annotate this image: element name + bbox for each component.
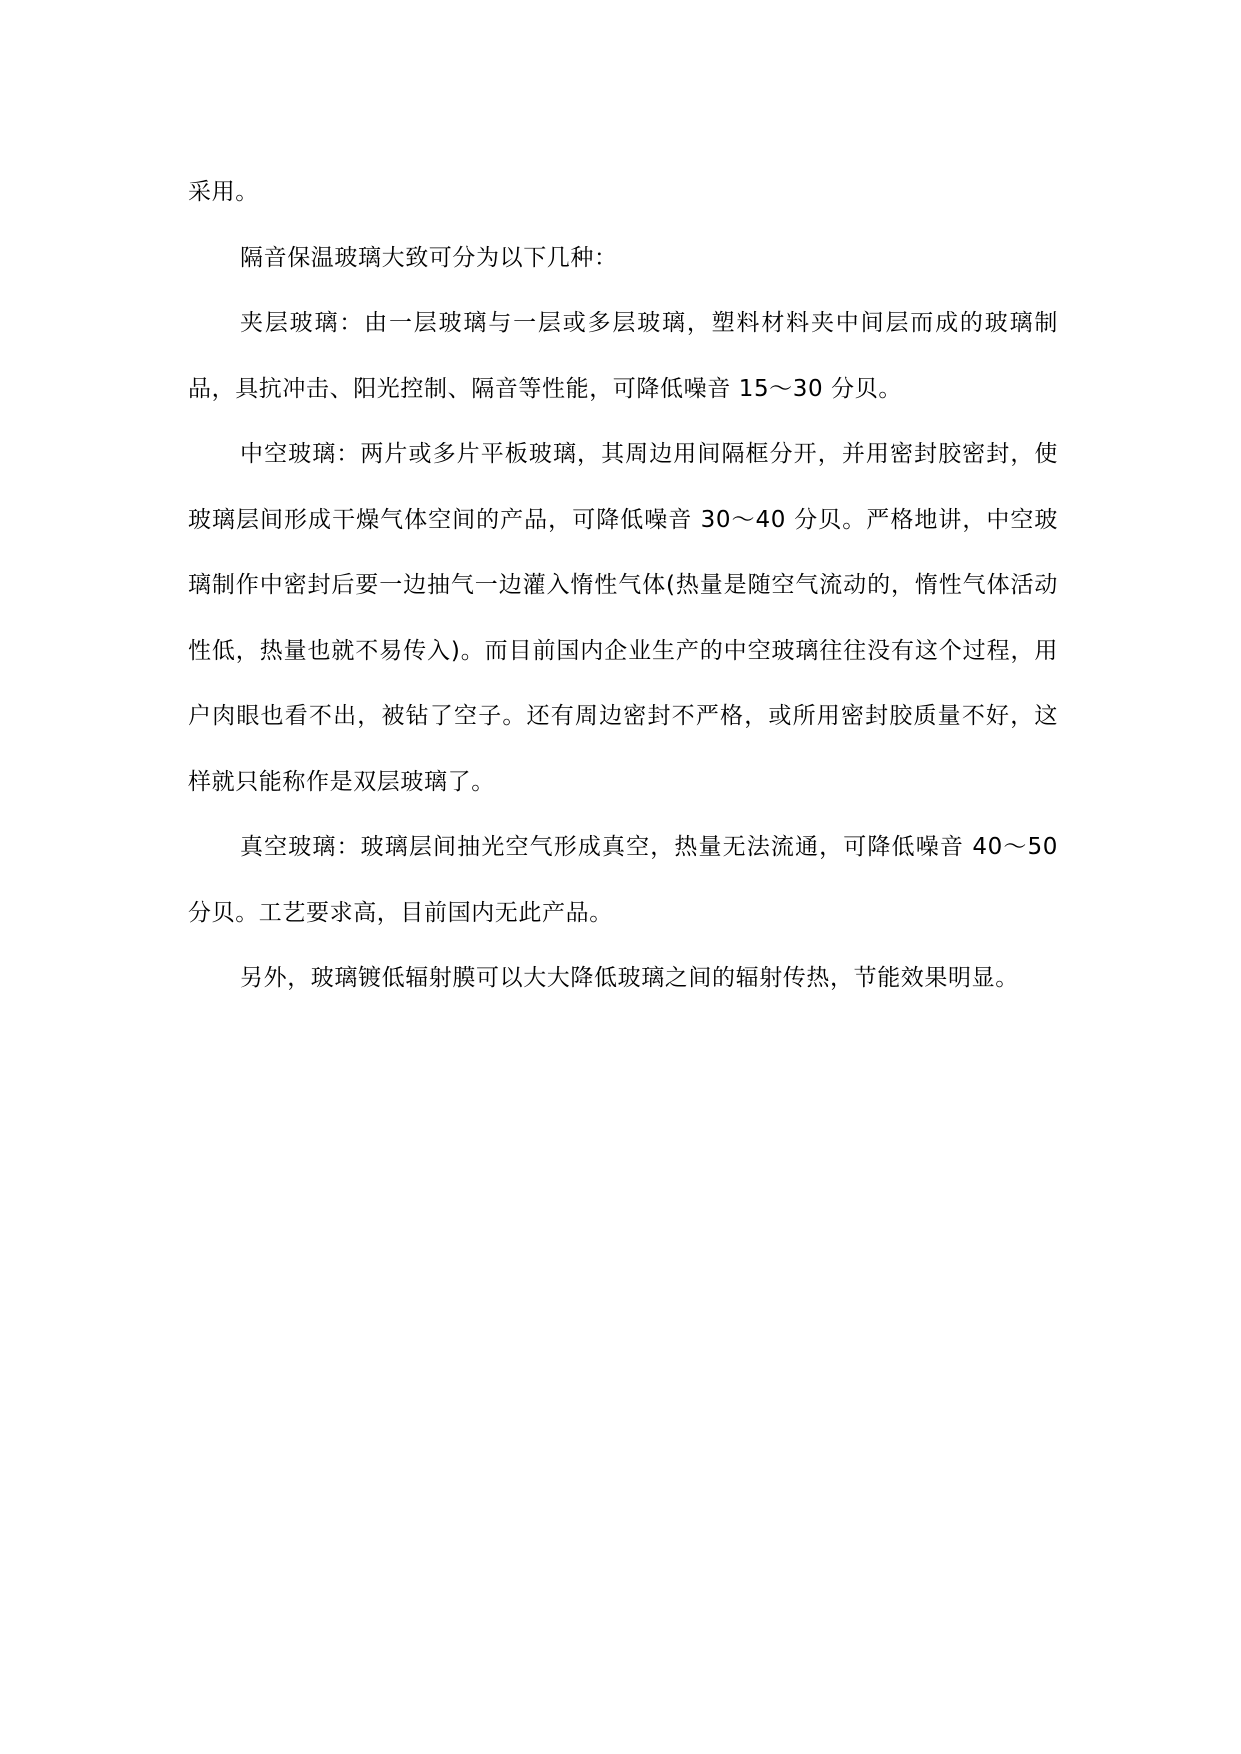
paragraph-vacuum-glass: 真空玻璃：玻璃层间抽光空气形成真空，热量无法流通，可降低噪音 40～50 分贝。工艺要求高，目前国内无此产品。 bbox=[188, 834, 1058, 926]
paragraph-continuation: 采用。 bbox=[188, 179, 259, 205]
paragraph-insulating-glass: 中空玻璃：两片或多片平板玻璃，其周边用间隔框分开，并用密封胶密封，使玻璃层间形成干燥气体空间的产品，可降低噪音 30～40 分贝。严格地讲，中空玻璃制作中密封后要一边抽气一边灌入惰性气体(热量是随空气流动的，惰性气体活动性低，热量也就不易传入)。而目前国内企业生产的中空玻璃往往没有这个过程，用户肉眼也看不出，被钻了空子。还有周边密封不严格，或所用密封胶质量不好，这样就只能称作是双层玻璃了。 bbox=[188, 441, 1058, 795]
paragraph-intro: 隔音保温玻璃大致可分为以下几种： bbox=[240, 244, 618, 271]
paragraph-low-e-coating: 另外，玻璃镀低辐射膜可以大大降低玻璃之间的辐射传热，节能效果明显。 bbox=[240, 965, 1019, 991]
document-body bbox=[188, 160, 1058, 1012]
paragraph-laminated-glass: 夹层玻璃：由一层玻璃与一层或多层玻璃，塑料材料夹中间层而成的玻璃制品，具抗冲击、阳光控制、隔音等性能，可降低噪音 15～30 分贝。 bbox=[188, 310, 1058, 402]
